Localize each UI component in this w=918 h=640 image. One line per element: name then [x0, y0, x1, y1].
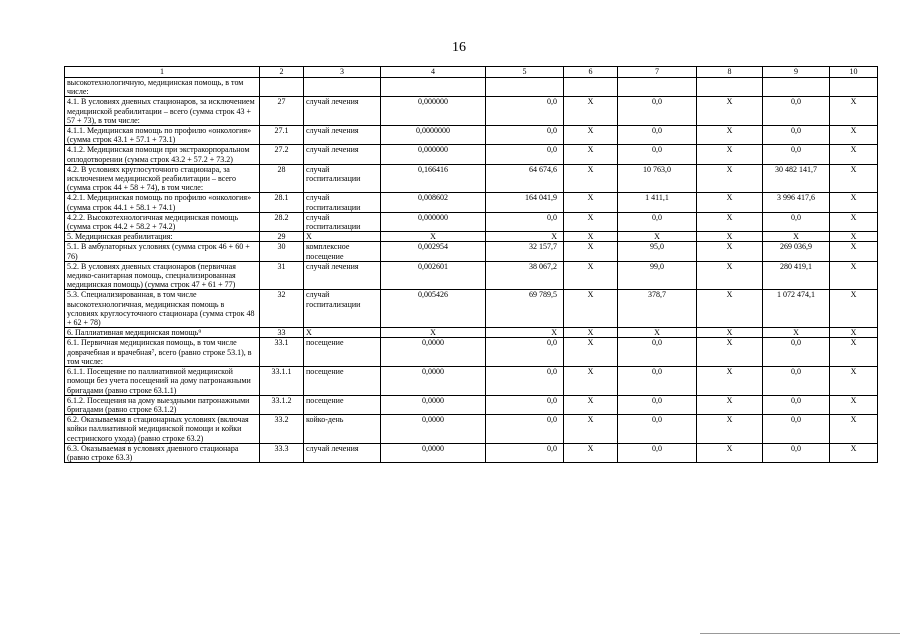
column-header-2: 2	[260, 67, 304, 78]
cell-col6: X	[564, 193, 618, 212]
column-header-8: 8	[697, 67, 763, 78]
cell-col7: 0,0	[618, 367, 697, 396]
cell-col10: X	[830, 193, 878, 212]
cell-col8: X	[697, 395, 763, 414]
cell-col5: 164 041,9	[486, 193, 564, 212]
cell-col5: 38 067,2	[486, 261, 564, 290]
cell-col4: 0,000000	[381, 212, 486, 231]
table-row	[65, 78, 878, 97]
row-name: 4.1.2. Медицинская помощи при экстракорпоральном оплодотворении (сумма строк 43.2 + 57.2 + 73.2)	[65, 145, 260, 164]
row-name: 4.1.1. Медицинская помощь по профилю «онкология» (сумма строк 43.1 + 57.1 + 73.1)	[65, 126, 260, 145]
column-header-3: 3	[304, 67, 381, 78]
cell-col8: X	[697, 232, 763, 242]
row-number: 33.1	[260, 338, 304, 367]
cell-col6	[564, 78, 618, 97]
table-row	[65, 367, 878, 396]
cell-col7: X	[618, 232, 697, 242]
cell-col6: X	[564, 290, 618, 328]
cell-col7: 0,0	[618, 338, 697, 367]
row-name: 4.2.1. Медицинская помощь по профилю «онкология» (сумма строк 44.1 + 58.1 + 74.1)	[65, 193, 260, 212]
cell-col4: 0,005426	[381, 290, 486, 328]
cell-col8: X	[697, 145, 763, 164]
cell-col8: X	[697, 367, 763, 396]
cell-col9: 0,0	[763, 97, 830, 126]
row-name: 4.1. В условиях дневных стационаров, за исключением медицинской реабилитации – всего (сумма строк 43 + 57 + 73), в том числе:	[65, 97, 260, 126]
row-unit: случай лечения	[304, 443, 381, 462]
cell-col9: 0,0	[763, 443, 830, 462]
table-row	[65, 415, 878, 444]
cell-col9: 280 419,1	[763, 261, 830, 290]
table-row	[65, 145, 878, 164]
cell-col10: X	[830, 261, 878, 290]
row-unit: посещение	[304, 338, 381, 367]
cell-col4: 0,0000	[381, 395, 486, 414]
row-name: 4.2.2. Высокотехнологичная медицинская помощь (сумма строк 44.2 + 58.2 + 74.2)	[65, 212, 260, 231]
cell-col5: 32 157,7	[486, 242, 564, 261]
row-unit: случай госпитализации	[304, 193, 381, 212]
cell-col7: 99,0	[618, 261, 697, 290]
cell-col4: 0,0000	[381, 443, 486, 462]
row-number: 33.2	[260, 415, 304, 444]
cell-col6: X	[564, 212, 618, 231]
row-unit: случай лечения	[304, 261, 381, 290]
row-name: 5. Медицинская реабилитация:	[65, 232, 260, 242]
row-unit: случай лечения	[304, 145, 381, 164]
row-number: 27.2	[260, 145, 304, 164]
cell-col9: 1 072 474,1	[763, 290, 830, 328]
row-unit: случай госпитализации	[304, 212, 381, 231]
row-unit: койко-день	[304, 415, 381, 444]
cell-col8	[697, 78, 763, 97]
table-row	[65, 338, 878, 367]
cell-col6: X	[564, 328, 618, 338]
row-name: высокотехнологичную, медицинская помощь, в том числе:	[65, 78, 260, 97]
cell-col9: 0,0	[763, 212, 830, 231]
cell-col5: 64 674,6	[486, 164, 564, 193]
cell-col5: 0,0	[486, 395, 564, 414]
cell-col4: 0,0000	[381, 338, 486, 367]
row-unit: случай лечения	[304, 126, 381, 145]
cell-col10: X	[830, 395, 878, 414]
row-number: 33	[260, 328, 304, 338]
cell-col4: 0,002601	[381, 261, 486, 290]
row-number: 28	[260, 164, 304, 193]
cell-col5: 0,0	[486, 338, 564, 367]
row-number: 28.1	[260, 193, 304, 212]
cell-col7: 0,0	[618, 97, 697, 126]
cell-col6: X	[564, 145, 618, 164]
table-row	[65, 97, 878, 126]
cell-col9: 0,0	[763, 395, 830, 414]
table-row	[65, 395, 878, 414]
cell-col10: X	[830, 232, 878, 242]
row-name: 6. Паллиативная медицинская помощь⁹	[65, 328, 260, 338]
table-row	[65, 126, 878, 145]
cell-col9: 0,0	[763, 367, 830, 396]
row-name: 5.2. В условиях дневных стационаров (первичная медико-санитарная помощь, специализированная медицинская помощь) (сумма строк 47 + 61 + 77)	[65, 261, 260, 290]
row-number: 30	[260, 242, 304, 261]
row-number: 32	[260, 290, 304, 328]
cell-col5: 0,0	[486, 367, 564, 396]
row-unit: X	[304, 232, 381, 242]
row-name: 6.2. Оказываемая в стационарных условиях (включая койки паллиативной медицинской помощи и койки сестринского ухода) (равно строке 63.2)	[65, 415, 260, 444]
cell-col6: X	[564, 261, 618, 290]
cell-col10: X	[830, 164, 878, 193]
column-header-5: 5	[486, 67, 564, 78]
table-body	[65, 78, 878, 463]
cell-col10: X	[830, 145, 878, 164]
cell-col9: X	[763, 232, 830, 242]
cell-col8: X	[697, 290, 763, 328]
row-number: 33.3	[260, 443, 304, 462]
cell-col7: X	[618, 328, 697, 338]
cell-col9: 0,0	[763, 415, 830, 444]
cell-col10: X	[830, 212, 878, 231]
cell-col7	[618, 78, 697, 97]
table-row	[65, 232, 878, 242]
cell-col5: 0,0	[486, 97, 564, 126]
cell-col8: X	[697, 328, 763, 338]
cell-col8: X	[697, 193, 763, 212]
cell-col9: 0,0	[763, 338, 830, 367]
column-header-9: 9	[763, 67, 830, 78]
cell-col6: X	[564, 338, 618, 367]
row-unit: посещение	[304, 367, 381, 396]
row-number: 33.1.2	[260, 395, 304, 414]
table-row	[65, 242, 878, 261]
cell-col8: X	[697, 164, 763, 193]
cell-col7: 378,7	[618, 290, 697, 328]
row-number: 33.1.1	[260, 367, 304, 396]
cell-col8: X	[697, 212, 763, 231]
cell-col4: X	[381, 232, 486, 242]
cell-col7: 95,0	[618, 242, 697, 261]
cell-col5: 0,0	[486, 212, 564, 231]
row-unit: случай госпитализации	[304, 164, 381, 193]
row-name: 6.1.2. Посещения на дому выездными патронажными бригадами (равно строке 63.1.2)	[65, 395, 260, 414]
row-unit	[304, 78, 381, 97]
cell-col9: 30 482 141,7	[763, 164, 830, 193]
cell-col4: 0,000000	[381, 97, 486, 126]
cell-col4: 0,0000000	[381, 126, 486, 145]
row-name: 6.1. Первичная медицинская помощь, в том числе доврачебная и врачебная⁷, всего (равно строке 53.1), в том числе:	[65, 338, 260, 367]
cell-col9: 269 036,9	[763, 242, 830, 261]
cell-col6: X	[564, 367, 618, 396]
row-name: 6.1.1. Посещение по паллиативной медицинской помощи без учета посещений на дому патронажными бригадами (равно строке 63.1.1)	[65, 367, 260, 396]
cell-col8: X	[697, 443, 763, 462]
data-table	[64, 66, 878, 463]
row-unit: X	[304, 328, 381, 338]
cell-col8: X	[697, 338, 763, 367]
row-unit: случай госпитализации	[304, 290, 381, 328]
row-name: 5.3. Специализированная, в том числе высокотехнологичная, медицинская помощь в условиях круглосуточного стационара (сумма строк 48 + 62 + 78)	[65, 290, 260, 328]
cell-col5: 0,0	[486, 415, 564, 444]
column-header-7: 7	[618, 67, 697, 78]
cell-col7: 0,0	[618, 443, 697, 462]
column-header-10: 10	[830, 67, 878, 78]
row-number: 29	[260, 232, 304, 242]
cell-col5: 0,0	[486, 126, 564, 145]
cell-col10: X	[830, 415, 878, 444]
cell-col10: X	[830, 328, 878, 338]
cell-col7: 10 763,0	[618, 164, 697, 193]
cell-col8: X	[697, 242, 763, 261]
row-name: 5.1. В амбулаторных условиях (сумма строк 46 + 60 + 76)	[65, 242, 260, 261]
cell-col9	[763, 78, 830, 97]
cell-col7: 0,0	[618, 395, 697, 414]
cell-col4: 0,166416	[381, 164, 486, 193]
cell-col6: X	[564, 164, 618, 193]
cell-col9: 3 996 417,6	[763, 193, 830, 212]
row-unit: случай лечения	[304, 97, 381, 126]
table-row	[65, 164, 878, 193]
row-number: 28.2	[260, 212, 304, 231]
header-row	[65, 67, 878, 78]
cell-col4: X	[381, 328, 486, 338]
cell-col8: X	[697, 261, 763, 290]
cell-col4: 0,0000	[381, 415, 486, 444]
cell-col10: X	[830, 126, 878, 145]
row-number: 27.1	[260, 126, 304, 145]
cell-col6: X	[564, 415, 618, 444]
cell-col7: 0,0	[618, 126, 697, 145]
page-number: 16	[452, 40, 466, 55]
cell-col5: X	[486, 328, 564, 338]
cell-col7: 0,0	[618, 212, 697, 231]
cell-col6: X	[564, 443, 618, 462]
cell-col8: X	[697, 126, 763, 145]
row-unit: комплексное посещение	[304, 242, 381, 261]
cell-col9: 0,0	[763, 145, 830, 164]
cell-col10: X	[830, 242, 878, 261]
cell-col9: 0,0	[763, 126, 830, 145]
cell-col4: 0,008602	[381, 193, 486, 212]
cell-col10: X	[830, 443, 878, 462]
cell-col7: 0,0	[618, 415, 697, 444]
cell-col6: X	[564, 97, 618, 126]
cell-col10: X	[830, 367, 878, 396]
cell-col8: X	[697, 97, 763, 126]
cell-col7: 1 411,1	[618, 193, 697, 212]
table-row	[65, 290, 878, 328]
row-name: 6.3. Оказываемая в условиях дневного стационара (равно строке 63.3)	[65, 443, 260, 462]
row-unit: посещение	[304, 395, 381, 414]
row-number: 31	[260, 261, 304, 290]
cell-col10: X	[830, 97, 878, 126]
column-header-6: 6	[564, 67, 618, 78]
cell-col4	[381, 78, 486, 97]
cell-col4: 0,000000	[381, 145, 486, 164]
table-row	[65, 212, 878, 231]
column-header-1: 1	[65, 67, 260, 78]
cell-col9: X	[763, 328, 830, 338]
row-number: 27	[260, 97, 304, 126]
row-name: 4.2. В условиях круглосуточного стационара, за исключением медицинской реабилитации – всего (сумма строк 44 + 58 + 74), в том числе:	[65, 164, 260, 193]
cell-col5: 0,0	[486, 145, 564, 164]
cell-col6: X	[564, 242, 618, 261]
table-row	[65, 193, 878, 212]
row-number	[260, 78, 304, 97]
cell-col7: 0,0	[618, 145, 697, 164]
cell-col5: 69 789,5	[486, 290, 564, 328]
scan-artifact-line	[700, 633, 900, 634]
cell-col5: 0,0	[486, 443, 564, 462]
cell-col10: X	[830, 290, 878, 328]
cell-col4: 0,002954	[381, 242, 486, 261]
table-row	[65, 261, 878, 290]
column-header-4: 4	[381, 67, 486, 78]
table-row	[65, 328, 878, 338]
cell-col8: X	[697, 415, 763, 444]
cell-col6: X	[564, 126, 618, 145]
cell-col4: 0,0000	[381, 367, 486, 396]
table-row	[65, 443, 878, 462]
cell-col6: X	[564, 232, 618, 242]
cell-col10: X	[830, 338, 878, 367]
cell-col5: X	[486, 232, 564, 242]
cell-col5	[486, 78, 564, 97]
cell-col6: X	[564, 395, 618, 414]
cell-col10	[830, 78, 878, 97]
